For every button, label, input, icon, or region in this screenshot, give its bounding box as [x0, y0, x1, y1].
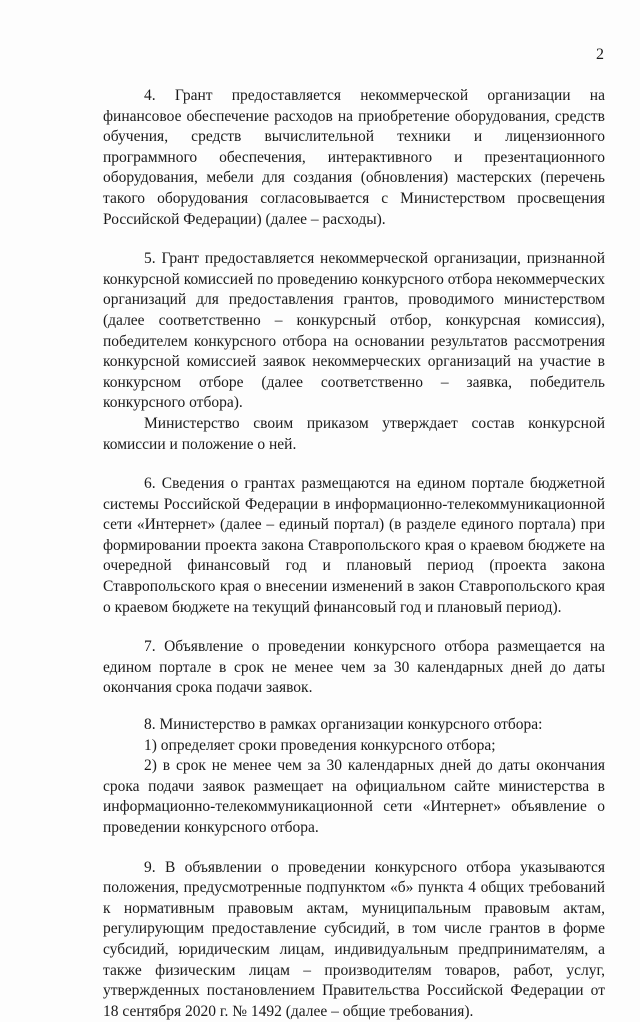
paragraph-5-commission: Министерство своим приказом утверждает состав конкурсной комиссии и положение о ней.: [103, 414, 605, 453]
paragraph-8-item-2: 2) в срок не менее чем за 30 календарных дней до даты окончания срока подачи заявок размещает на официальном сайте министерства в информационно-телекоммуникационной сети «Интернет» объявление о проведении конкурсного отбора.: [103, 757, 605, 836]
paragraph-5: 5. Грант предоставляется некоммерческой организации, признанной конкурсной комиссией по проведению конкурсного отбора некоммерческих организаций для предоставления грантов, проводимого министерством (далее соответственно – конкурсный отбор, конкурсная комиссия), победителем конкурсного отбора на основании результатов рассмотрения конкурсной комиссией заявок некоммерческих организаций на участие в конкурсном отборе (далее соответственно – заявка, победитель конкурсного отбора).: [103, 250, 605, 412]
paragraph-8-item-1: 1) определяет сроки проведения конкурсного отбора;: [144, 736, 496, 754]
page-number: 2: [596, 46, 604, 63]
paragraph-9: 9. В объявлении о проведении конкурсного отбора указываются положения, предусмотренные подпунктом «б» пункта 4 общих требований к нормативным правовым актам, муниципальным правовым актам, регулирующим предоставление субсидий, в том числе грантов в форме субсидий, юридическим лицам, индивидуальным предпринимателям, а также физическим лицам – производителям товаров, работ, услуг, утвержденных постановлением Правительства Российской Федерации от 18 сентября 2020 г. № 1492 (далее – общие требования).: [103, 858, 605, 1020]
paragraph-4: 4. Грант предоставляется некоммерческой организации на финансовое обеспечение расходов на приобретение оборудования, средств обучения, средств вычислительной техники и лицензионного программного обеспечения, интерактивного и презентационного оборудования, мебели для создания (обновления) мастерских (перечень такого оборудования согласовывается с Министерством просвещения Российской Федерации) (далее – расходы).: [103, 87, 605, 228]
paragraph-6: 6. Сведения о грантах размещаются на едином портале бюджетной системы Российской Федерации в информационно-телекоммуникационной сети «Интернет» (далее – единый портал) (в разделе единого портала) при формировании проекта закона Ставропольского края о краевом бюджете на очередной финансовый год и плановый период (проекта закона Ставропольского края о внесении изменений в закон Ставропольского края о краевом бюджете на текущий финансовый год и плановый период).: [103, 475, 605, 616]
paragraph-7: 7. Объявление о проведении конкурсного отбора размещается на едином портале в срок не менее чем за 30 календарных дней до даты окончания срока подачи заявок.: [103, 638, 605, 697]
document-body: [103, 86, 605, 1022]
paragraph-8: 8. Министерство в рамках организации конкурсного отбора:: [144, 716, 543, 734]
